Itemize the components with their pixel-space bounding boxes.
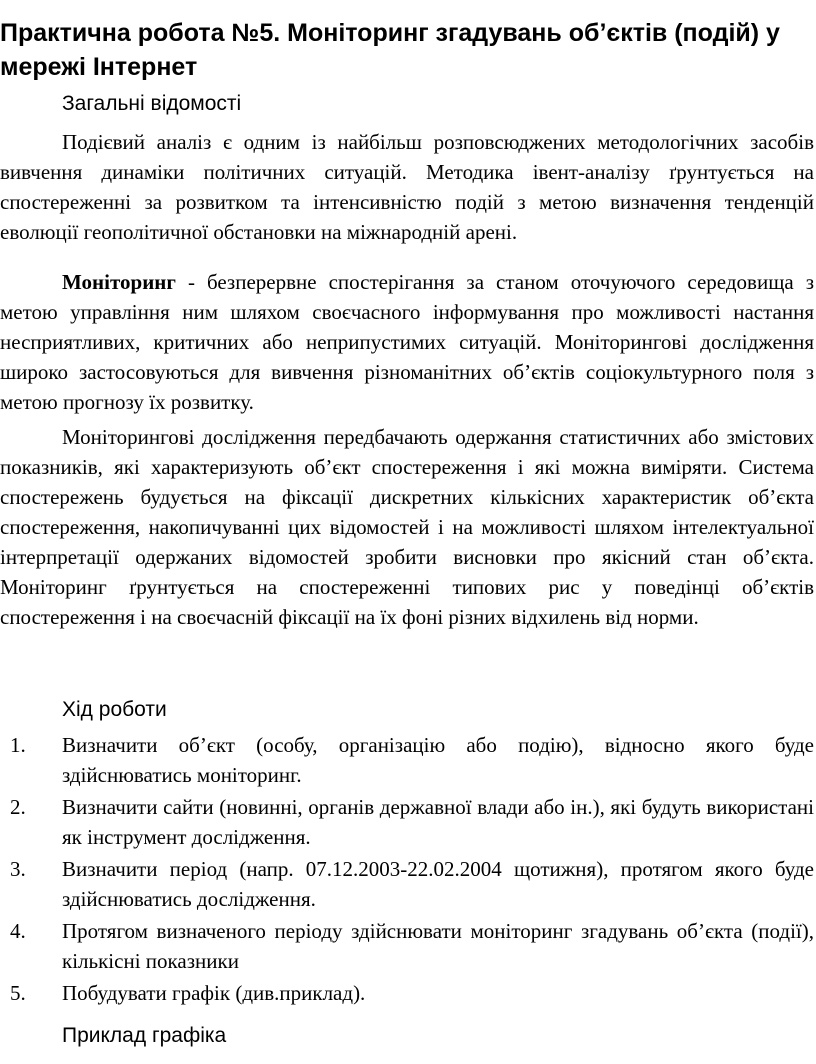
step-text: Визначити період (напр. 07.12.2003-22.02.2004 щотижня), протягом якого буде здійснюватись дослідження. [62,857,814,911]
list-item [0,730,814,790]
list-item [0,792,814,852]
workflow-steps-list [0,730,814,1010]
step-text: Визначити сайти (новинні, органів державної влади або ін.), які будуть використані як інструмент дослідження. [62,795,814,849]
step-number: 3. [10,857,26,881]
step-number: 1. [10,733,26,757]
step-number: 2. [10,795,26,819]
general-info-heading: Загальні відомості [62,92,242,115]
list-item [0,916,814,976]
step-text: Визначити об’єкт (особу, організацію або подію), відносно якого буде здійснюватись моніторинг. [62,733,814,787]
step-text: Побудувати графік (див.приклад). [62,981,366,1005]
monitoring-definition-text: - безперервне спостерігання за станом оточуючого середовища з метою управління ним шляхом своєчасного інформування про можливості настання несприятливих, критичних або неприпустимих ситуацій. Моніторингові дослідження широко застосовуються для вивчення різноманітних об’єктів соціокультурного поля з метою прогнозу їх розвитку. [0,270,814,414]
step-text: Протягом визначеного періоду здійснювати моніторинг згадувань об’єкта (події), кількісні показники [62,919,814,973]
paragraph-event-analysis: Подієвий аналіз є одним із найбільш розповсюджених методологічних засобів вивчення динаміки політичних ситуацій. Методика івент-аналізу ґрунтується на спостереженні за розвитком та інтенсивністю подій з метою визначення тенденцій еволюції геополітичної обстановки на міжнародній арені. [0,130,814,244]
list-item [0,978,814,1008]
list-item [0,854,814,914]
paragraph-monitoring-definition [0,267,814,417]
step-number: 5. [10,981,26,1005]
paragraph-monitoring-research: Моніторингові дослідження передбачають одержання статистичних або змістових показників, які характеризують об’єкт спостереження і які можна виміряти. Система спостережень будується на фіксації дискретних кількісних характеристик об’єкта спостереження, накопичуванні цих відомостей і на можливості шляхом інтелектуальної інтерпретації одержаних відомостей зробити висновки про якісний стан об’єкта. Моніторинг ґрунтується на спостереженні типових рис у поведінці об’єктів спостереження і на своєчасній фіксації на їх фоні різних відхилень від норми. [0,425,814,629]
step-number: 4. [10,919,26,943]
workflow-heading: Хід роботи [62,698,167,721]
example-chart-heading: Приклад графіка [62,1024,227,1047]
document-title: Практична робота №5. Моніторинг згадувань об’єктів (подій) у мережі Інтернет [0,19,780,81]
monitoring-term: Моніторинг [62,270,176,294]
